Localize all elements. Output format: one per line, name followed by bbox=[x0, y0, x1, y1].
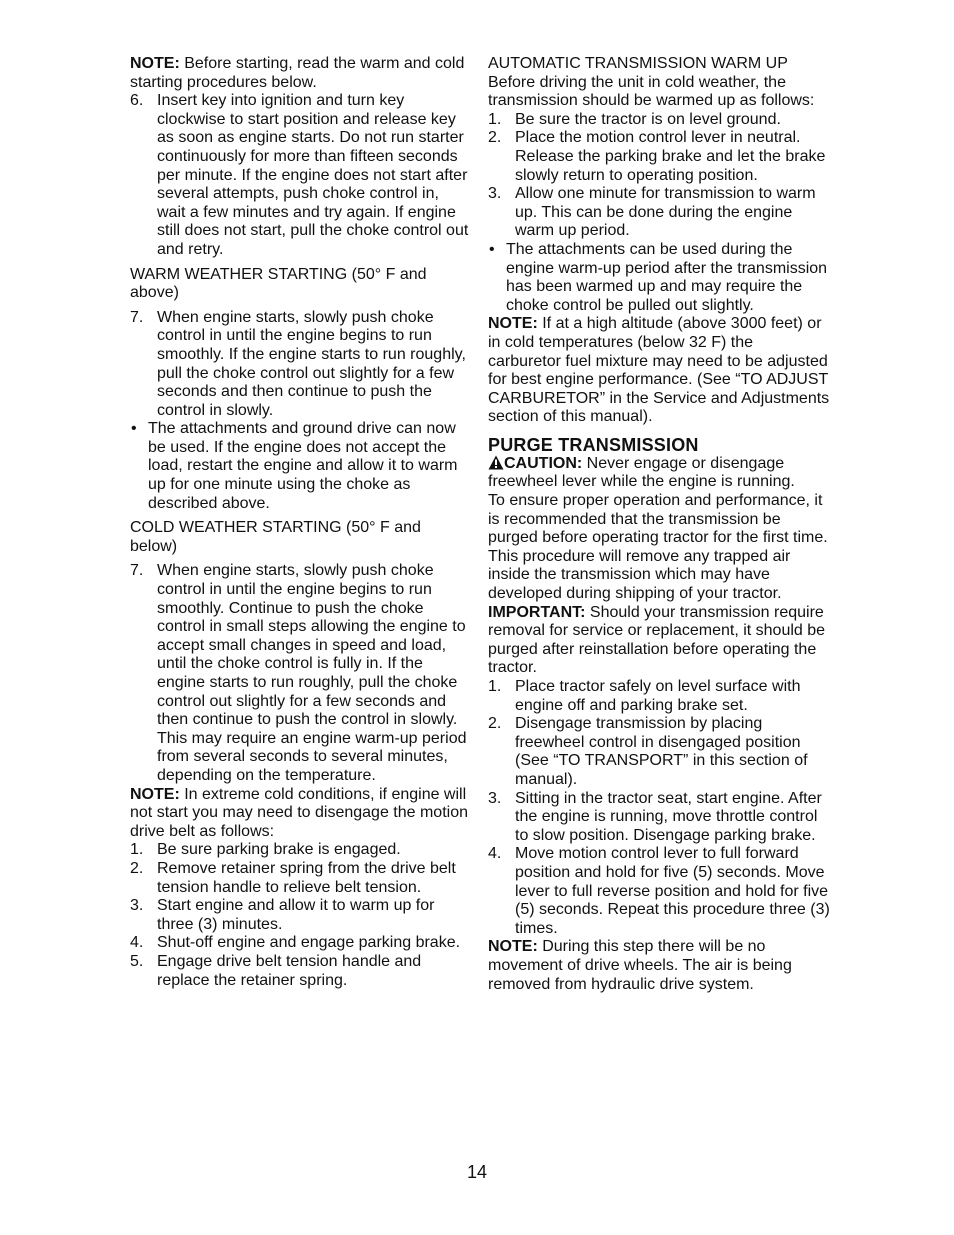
auto-step-3 bbox=[488, 185, 830, 241]
step-number: 1. bbox=[488, 678, 502, 695]
warm-bullet bbox=[130, 420, 470, 513]
warm-weather-heading: WARM WEATHER STARTING (50° F and above) bbox=[130, 265, 427, 302]
caution-label: CAUTION: bbox=[504, 454, 583, 472]
note-label: NOTE: bbox=[130, 55, 180, 72]
step-text: When engine starts, slowly push choke control in until the engine begins to run smoothly. Continue to push the choke control in small steps allowing the engine to accept small changes in speed and load, until the choke control is fully in. If the engine starts to run roughly, pull the choke control out slightly for a few seconds and then continue to push the control in slowly. This may require an engine warm-up period from several seconds to several minutes, depending on the temperature. bbox=[157, 562, 467, 784]
step-number: 6. bbox=[130, 92, 144, 110]
step-text: Sitting in the tractor seat, start engine. After the engine is running, move throttle control to slow position. Disengage parking brake. bbox=[515, 789, 822, 844]
purge-intro: To ensure proper operation and performance, it is recommended that the transmission be purged before operating tractor for the first time. This procedure will remove any trapped air inside the transmission which may have developed during shipping of your tractor. bbox=[488, 492, 828, 603]
step-number: 5. bbox=[130, 952, 144, 970]
note-extreme-cold bbox=[130, 786, 470, 842]
important-label: IMPORTANT: bbox=[488, 603, 586, 621]
step-text: Place tractor safely on level surface with engine off and parking brake set. bbox=[515, 678, 801, 714]
cold-step-5 bbox=[130, 953, 470, 990]
step-number: 2. bbox=[130, 859, 144, 877]
step-text: Allow one minute for transmission to warm up. This can be done during the engine warm up period. bbox=[515, 185, 816, 240]
step-text: Insert key into ignition and turn key clockwise to start position and release key as soon as engine starts. Do not run starter continuously for more than fifteen seconds per minute. If the engine does not start after several attempts, push choke control in, wait a few minutes and try again. If engine still does not start, pull the choke control out and retry. bbox=[157, 92, 469, 258]
note-label: NOTE: bbox=[130, 785, 180, 803]
note-text: If at a high altitude (above 3000 feet) or in cold temperatures (below 32 F) the carburetor fuel mixture may need to be adjusted for best engine performance. (See “TO ADJUST CARBURETOR” in the Service and Adjustments section of this manual). bbox=[488, 315, 830, 426]
step-text: When engine starts, slowly push choke control in until the engine begins to run smoothly. If the engine starts to run roughly, pull the choke control out slightly for a few seconds and then continue to push the control in slowly. bbox=[157, 308, 466, 419]
step-text: Be sure parking brake is engaged. bbox=[157, 841, 401, 859]
caution-note bbox=[488, 455, 830, 492]
step-text: Move motion control lever to full forward position and hold for five (5) seconds. Move lever to full reverse position and hold for five (5) seconds. Repeat this procedure three (3) times. bbox=[515, 845, 830, 937]
step-6 bbox=[130, 92, 470, 259]
auto-intro: Before driving the unit in cold weather, the transmission should be warmed up as follows: bbox=[488, 73, 815, 110]
important-text: Should your transmission require removal for service or replacement, it should be purged after reinstallation before operating the tractor. bbox=[488, 603, 826, 677]
cold-step-2 bbox=[130, 860, 470, 897]
left-column bbox=[130, 55, 470, 990]
important-note bbox=[488, 604, 830, 678]
step-text: Engage drive belt tension handle and replace the retainer spring. bbox=[157, 952, 422, 989]
right-column bbox=[488, 55, 830, 994]
purge-transmission-heading: PURGE TRANSMISSION bbox=[488, 434, 699, 455]
purge-step-4 bbox=[488, 845, 830, 938]
note-starting bbox=[130, 55, 470, 92]
step-number: 2. bbox=[488, 715, 502, 733]
warning-triangle-icon bbox=[488, 455, 504, 470]
note-text: Before starting, read the warm and cold starting procedures below. bbox=[130, 55, 465, 91]
cold-step-7 bbox=[130, 562, 470, 785]
step-number: 7. bbox=[130, 562, 144, 580]
note-label: NOTE: bbox=[488, 315, 538, 333]
note-text: In extreme cold conditions, if engine will not start you may need to disengage the motion drive belt as follows: bbox=[130, 785, 468, 840]
bullet-text: The attachments can be used during the engine warm-up period after the transmission has been warmed up and may require the choke control be pulled out slightly. bbox=[506, 240, 828, 314]
purge-step-2 bbox=[488, 715, 830, 789]
step-text: Shut-off engine and engage parking brake. bbox=[157, 934, 461, 952]
step-text: Disengage transmission by placing freewheel control in disengaged position (See “TO TRANSPORT” in this section of manual). bbox=[515, 715, 808, 788]
note-label: NOTE: bbox=[488, 938, 538, 956]
step-text: Place the motion control lever in neutral. Release the parking brake and let the brake slowly return to operating position. bbox=[515, 129, 826, 184]
purge-step-3 bbox=[488, 790, 830, 846]
bullet-text: The attachments and ground drive can now be used. If the engine does not accept the load, restart the engine and allow it to warm up for one minute using the choke as described above. bbox=[148, 420, 458, 512]
purge-step-1 bbox=[488, 678, 830, 715]
note-text: During this step there will be no movement of drive wheels. The air is being removed from hydraulic drive system. bbox=[488, 938, 792, 993]
step-number: 3. bbox=[488, 789, 502, 807]
cold-step-3 bbox=[130, 897, 470, 934]
step-number: 3. bbox=[488, 185, 502, 203]
step-text: Start engine and allow it to warm up for three (3) minutes. bbox=[157, 897, 435, 933]
step-text: Be sure the tractor is on level ground. bbox=[515, 110, 781, 128]
step-number: 1. bbox=[130, 841, 144, 859]
page-number: 14 bbox=[466, 1162, 488, 1182]
step-number: 4. bbox=[130, 934, 144, 952]
auto-step-1 bbox=[488, 111, 830, 130]
cold-weather-heading: COLD WEATHER STARTING (50° F and below) bbox=[130, 519, 421, 555]
note-altitude bbox=[488, 315, 830, 427]
bullet-symbol: • bbox=[131, 420, 137, 438]
note-no-movement bbox=[488, 938, 830, 994]
auto-transmission-heading: AUTOMATIC TRANSMISSION WARM UP bbox=[488, 55, 788, 72]
step-number: 3. bbox=[130, 897, 144, 915]
cold-step-4 bbox=[130, 934, 470, 953]
step-number: 1. bbox=[488, 110, 502, 128]
warm-step-7 bbox=[130, 309, 470, 421]
caution-text: Never engage or disengage freewheel lever while the engine is running. bbox=[488, 454, 795, 491]
bullet-symbol: • bbox=[489, 240, 495, 258]
step-text: Remove retainer spring from the drive belt tension handle to relieve belt tension. bbox=[157, 859, 456, 896]
step-number: 4. bbox=[488, 845, 502, 863]
cold-step-1 bbox=[130, 841, 470, 860]
step-number: 2. bbox=[488, 129, 502, 147]
auto-step-2 bbox=[488, 129, 830, 185]
auto-bullet bbox=[488, 241, 830, 315]
step-number: 7. bbox=[130, 308, 144, 326]
